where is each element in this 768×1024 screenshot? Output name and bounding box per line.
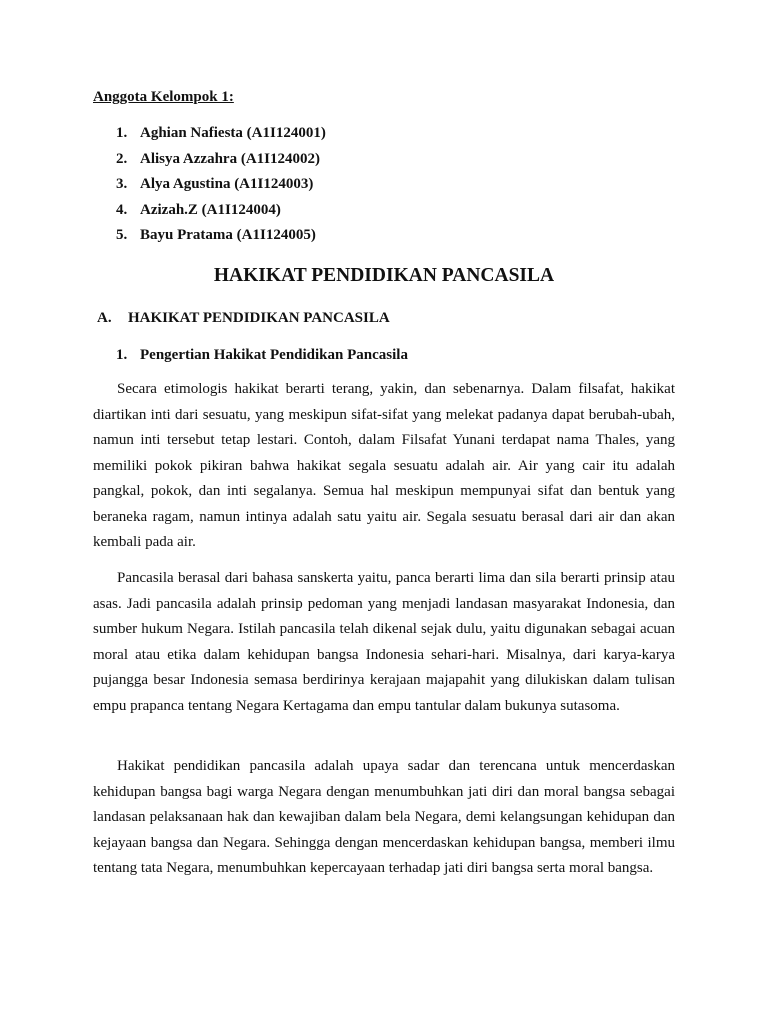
body-paragraph: Pancasila berasal dari bahasa sanskerta yaitu, panca berarti lima dan sila berarti prinsip atau asas. Jadi pancasila adalah prinsip pedoman yang menjadi landasan masyarakat Indonesia, dan sumber hukum Negara. Istilah pancasila telah dikenal sejak dulu, yaitu digunakan sebagai acuan moral atau etika dalam kehidupan bangsa Indonesia sehari-hari. Misalnya, dari karya-karya pujangga besar Indonesia semasa berdirinya kerajaan majapahit yang dilukiskan dalam tulisan empu prapanca tentang Negara Kertagama dan empu tantular dalam bukunya sutasoma.	[93, 570, 675, 714]
member-list	[116, 123, 326, 251]
body-paragraph: Secara etimologis hakikat berarti terang, yakin, dan sebenarnya. Dalam filsafat, hakikat diartikan inti dari sesuatu, yang meskipun sifat-sifat yang melekat padanya dapat berubah-ubah, namun inti tersebut tetap lestari. Contoh, dalam Filsafat Yunani terdapat nama Thales, yang memiliki pokok pikiran bahwa hakikat segala sesuatu adalah air. Air yang cair itu adalah pangkal, pokok, dan inti segalanya. Semua hal meskipun mempunyai sifat dan bentuk yang beraneka ragam, namun intinya adalah satu yaitu air. Segala sesuatu berasal dari air dan akan kembali pada air.	[93, 381, 675, 550]
member-name: Alisya Azzahra (A1I124002)	[140, 150, 320, 167]
body-paragraph: Hakikat pendidikan pancasila adalah upaya sadar dan terencana untuk mencerdaskan kehidupan bangsa bagi warga Negara dengan menumbuhkan jati diri dan moral bangsa sebagai landasan pelaksanaan hak dan kewajiban dalam bela Negara, demi kelangsungan kehidupan dan kejayaan bangsa dan Negara. Sehingga dengan mencerdaskan kehidupan bangsa, memberi ilmu tentang tata Negara, menumbuhkan kepercayaan terhadap jati diri bangsa serta moral bangsa.	[93, 758, 675, 876]
list-item	[116, 225, 326, 251]
section-title: HAKIKAT PENDIDIKAN PANCASILA	[128, 310, 390, 326]
list-item	[116, 174, 326, 200]
list-item	[116, 123, 326, 149]
member-name: Bayu Pratama (A1I124005)	[140, 227, 316, 243]
member-name: Aghian Nafiesta (A1I124001)	[140, 125, 326, 141]
section-letter: A.	[97, 310, 112, 326]
list-number: 3.	[116, 176, 128, 192]
subsection-number: 1.	[116, 347, 128, 363]
list-number: 1.	[116, 125, 128, 141]
member-name: Azizah.Z (A1I124004)	[140, 201, 281, 218]
group-heading: Anggota Kelompok 1:	[93, 89, 234, 105]
subsection-title: Pengertian Hakikat Pendidikan Pancasila	[140, 347, 408, 363]
member-name: Alya Agustina (A1I124003)	[140, 176, 314, 192]
list-number: 5.	[116, 227, 128, 243]
list-item	[116, 149, 326, 175]
document-title: HAKIKAT PENDIDIKAN PANCASILA	[213, 265, 555, 286]
list-number: 4.	[116, 201, 128, 218]
list-item	[116, 200, 326, 226]
list-number: 2.	[116, 150, 128, 167]
section-heading	[97, 308, 390, 328]
subsection-heading	[116, 345, 408, 365]
